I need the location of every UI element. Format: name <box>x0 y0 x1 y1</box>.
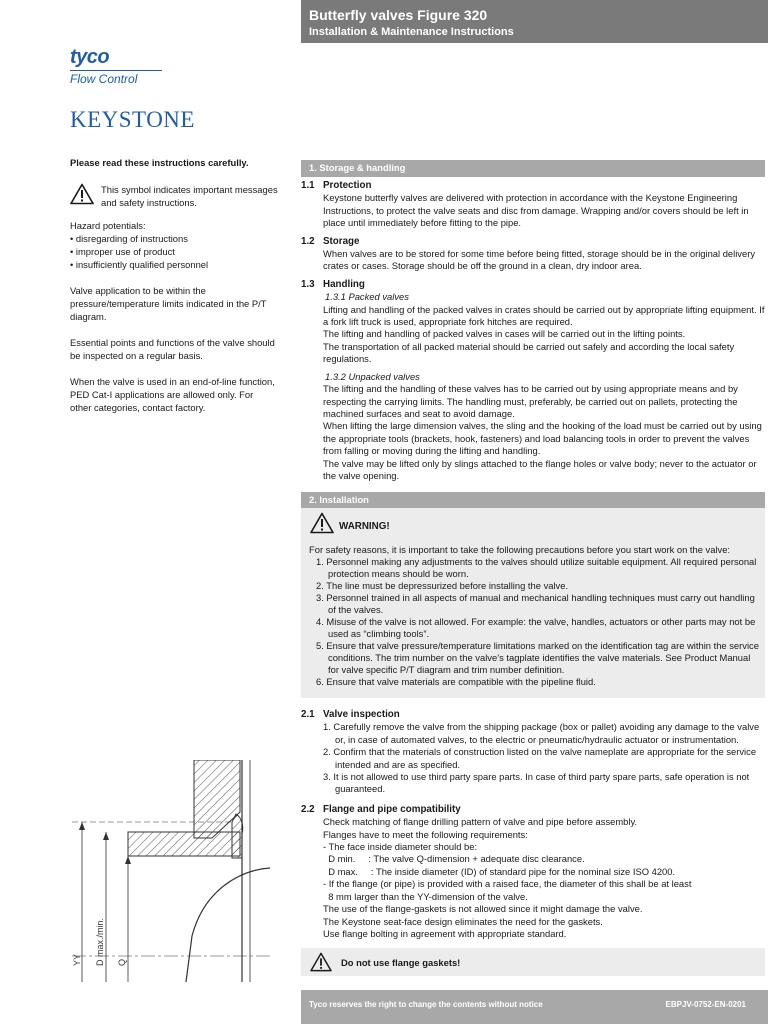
footer-doc-code: EBPJV-0752-EN-0201 <box>665 1000 746 1009</box>
unpacked-valves-heading: 1.3.2 Unpacked valves <box>325 370 420 382</box>
valve-body-section <box>128 832 240 856</box>
section-installation-details <box>301 703 765 940</box>
inspection-item: 1. Carefully remove the valve from the shipping package (box or pallet) avoiding any damage to the valve or, in case of automated valves, to the electric or pneumatic/hydraulic actuator or instrumentation. <box>323 721 760 745</box>
subsection-title: Valve inspection <box>323 709 400 720</box>
subsection-heading <box>301 279 765 291</box>
packed-valves-text: Lifting and handling of the packed valves in crates should be carried out by appropriate lifting equipment. If a fork lift truck is used, appropriate fork hitches are required. <box>323 303 765 328</box>
warning-intro: For safety reasons, it is important to take the following precautions before you start work on the valve: <box>309 544 731 555</box>
warning-title: WARNING! <box>339 521 390 532</box>
packed-valves-text: The lifting and handling of packed valves in cases will be carried out in the lifting points. <box>323 328 686 340</box>
header-bar <box>301 0 768 43</box>
tyco-logo-wordmark: tyco <box>70 46 110 68</box>
warning-box <box>301 508 765 698</box>
unpacked-valves-text: The lifting and the handling of these valves has to be carried out by using appropriate means and by respecting the carrying limits. The handling must, preferably, be carried out on pallets, protecting the machined surfaces and seat to avoid damage. <box>323 383 738 419</box>
warning-triangle-icon <box>310 952 332 972</box>
subsection-title: Flange and pipe compatibility <box>323 803 461 815</box>
read-instructions-note: Please read these instructions carefully. <box>70 157 249 168</box>
hazard-item: • insufficiently qualified personnel <box>70 259 209 270</box>
unpacked-valves-text: When lifting the large dimension valves, the sling and the hooking of the load must be carried out by using the appropriate tools (brackets, hook, fasteners) and load balancing tools in order to prevent the valves from falling or moving during the lifting and handling. <box>323 420 762 457</box>
section-bar-storage: 1. Storage & handling <box>301 160 765 177</box>
subsection-heading <box>301 180 765 192</box>
document-title: Butterfly valves Figure 320 <box>309 7 488 23</box>
gasket-warning-box <box>301 948 765 976</box>
inspection-note: Essential points and functions of the valve should be inspected on a regular basis. <box>70 337 275 361</box>
hazard-item: • disregarding of instructions <box>70 233 188 244</box>
yy-dimension-label: YY <box>72 953 82 966</box>
subsection-heading <box>301 236 765 248</box>
protection-text: Keystone butterfly valves are delivered with protection in accordance with the Keystone Engineering Instructions, to protect the valve seats and disc from damage. Wrapping and/or covers should be left in place until immediately before fitting to the pipe. <box>323 192 749 229</box>
storage-text: When valves are to be stored for some time before being fitted, storage should be in the original delivery crates or cases. Storage should be off the ground in a clean, dry indoor area. <box>323 248 756 272</box>
end-of-line-note: When the valve is used in an end-of-line function, PED Cat-I applications are allowed only. For other categories, contact factory. <box>70 376 275 413</box>
left-column <box>70 156 278 414</box>
subsection-title: Handling <box>323 278 365 290</box>
packed-valves-heading: 1.3.1 Packed valves <box>325 291 409 303</box>
flange-line: Check matching of flange drilling pattern of valve and pipe before assembly. <box>323 816 638 828</box>
flange-diagram <box>72 760 272 982</box>
valve-disc-curve <box>186 868 270 982</box>
symbol-note-text: This symbol indicates important messages and safety instructions. <box>101 184 278 208</box>
flange-line: D min. : The valve Q-dimension + adequate disc clearance. <box>323 853 585 865</box>
warning-item: 1. Personnel making any adjustments to the valves should utilize suitable equipment. All required personal protection means should be worn. <box>316 556 757 579</box>
q-dimension-label: Q <box>117 958 127 966</box>
tyco-logo-rule <box>70 70 162 71</box>
footer-notice: Tyco reserves the right to change the contents without notice <box>309 1000 543 1009</box>
flange-line: The use of the flange-gaskets is not allowed since it might damage the valve. <box>323 903 643 915</box>
subsection-title: Protection <box>323 180 372 191</box>
flange-line: - If the flange (or pipe) is provided with a raised face, the diameter of this shall be at least <box>323 878 692 890</box>
subsection-number: 1.3 <box>301 278 315 290</box>
subsection-number: 2.2 <box>301 803 315 815</box>
unpacked-valves-text: The valve may be lifted only by slings attached to the flange holes or valve body; never to the actuator or the valve opening. <box>323 457 757 481</box>
warning-item: 6. Ensure that valve materials are compatible with the pipeline fluid. <box>316 676 596 687</box>
inspection-item: 2. Confirm that the materials of construction listed on the valve nameplate are appropriate for the service intended and are as specified. <box>323 746 757 770</box>
warning-content <box>309 544 761 688</box>
warning-item: 4. Misuse of the valve is not allowed. For example: the valve, handles, actuators or other parts may not be used as “climbing tools”. <box>316 616 756 639</box>
valve-seat <box>232 814 243 858</box>
subsection-number: 1.2 <box>301 235 315 247</box>
keystone-logo: KEYSTONE <box>70 107 195 132</box>
hazard-item: • improper use of product <box>70 246 175 257</box>
flange-line: - The face inside diameter should be: <box>323 841 478 853</box>
flange-line: D max. : The inside diameter (ID) of standard pipe for the nominal size ISO 4200. <box>323 865 676 877</box>
section-storage-handling <box>301 174 765 482</box>
symbol-note <box>70 183 278 215</box>
subsection-number: 1.1 <box>301 180 315 191</box>
warning-item: 2. The line must be depressurized before installing the valve. <box>316 580 569 591</box>
warning-triangle-icon <box>70 183 94 205</box>
pt-limit-note: Valve application to be within the pressure/temperature limits indicated in the P/T diagram. <box>70 285 267 322</box>
tyco-logo <box>70 46 165 86</box>
hazard-list <box>70 232 275 271</box>
flange-line: The Keystone seat-face design eliminates the need for the gaskets. <box>323 915 603 927</box>
subsection-number: 2.1 <box>301 709 315 720</box>
warning-item: 5. Ensure that valve pressure/temperature limitations marked on the identification tag are within the service conditions. The trim number on the valve’s tagplate identifies the valve materials. See Product Manual for valve specific P/T diagram and trim number definition. <box>316 640 759 675</box>
packed-valves-text: The transportation of all packed material should be carried out safely and according the local safety regulations. <box>323 340 735 365</box>
subsection-heading <box>301 804 765 816</box>
inspection-item: 3. It is not allowed to use third party spare parts. In case of third party spare parts, safe operation is not guaranteed. <box>323 771 750 795</box>
hazard-title: Hazard potentials: <box>70 220 146 231</box>
flange-line: 8 mm larger than the YY-dimension of the valve. <box>323 890 528 902</box>
subsection-title: Storage <box>323 235 360 247</box>
section-bar-installation: 2. Installation <box>301 492 765 509</box>
footer-bar <box>301 990 768 1024</box>
gasket-warning-text: Do not use flange gaskets! <box>341 957 461 968</box>
subsection-heading <box>301 709 765 721</box>
warning-triangle-icon <box>310 512 334 534</box>
warning-item: 3. Personnel trained in all aspects of manual and mechanical handling techniques must carry out handling of the valves. <box>316 592 755 615</box>
flange-line: Use flange bolting in agreement with appropriate standard. <box>323 927 567 939</box>
tyco-logo-division: Flow Control <box>70 72 138 86</box>
document-subtitle: Installation & Maintenance Instructions <box>309 26 514 38</box>
d-dimension-label: D max./min. <box>95 917 105 966</box>
flange-line: Flanges have to meet the following requirements: <box>323 828 528 840</box>
